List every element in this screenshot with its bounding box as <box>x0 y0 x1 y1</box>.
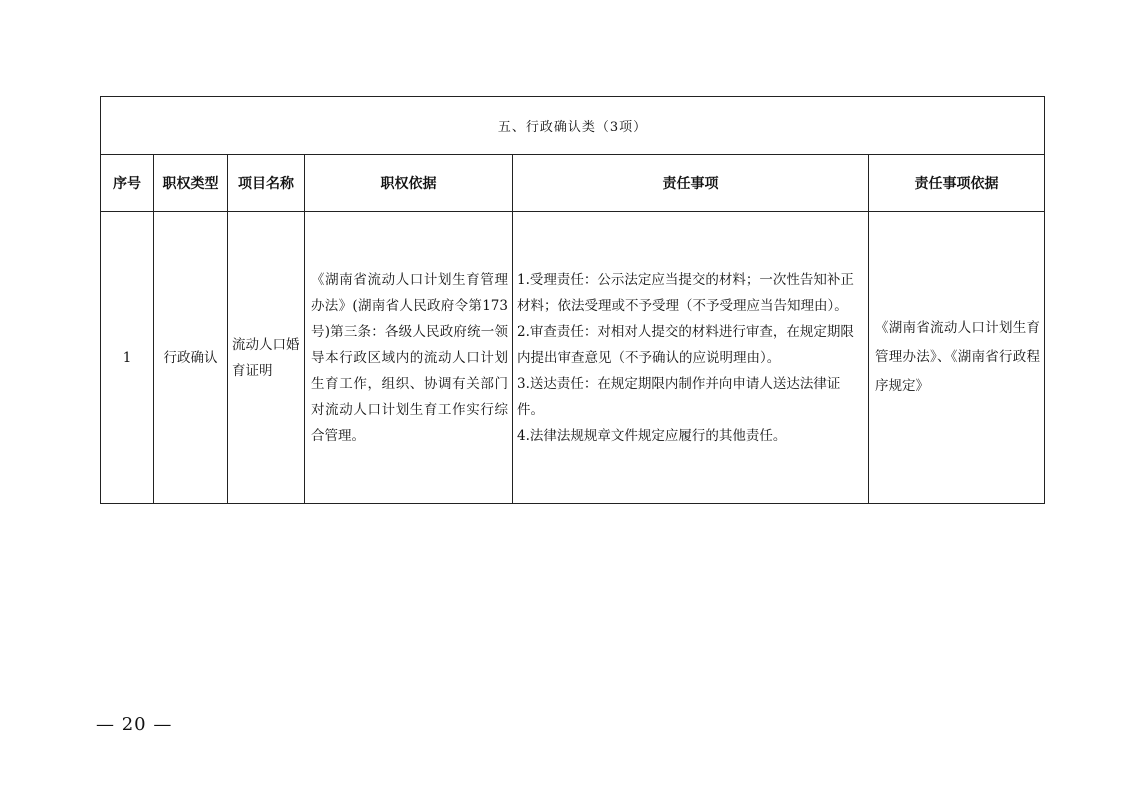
responsibility-list <box>513 267 868 449</box>
row-name-cell <box>228 212 305 504</box>
row-type-cell <box>154 212 228 504</box>
table-row <box>101 212 1045 504</box>
row-responsibility-cell <box>513 212 869 504</box>
section-title: 五、行政确认类（3项） <box>101 97 1045 155</box>
header-responsibility: 责任事项 <box>513 155 869 212</box>
row-no: 1 <box>101 212 154 504</box>
responsibility-item: 3.送达责任：在规定期限内制作并向申请人送达法律证件。 <box>517 375 841 418</box>
header-name: 项目名称 <box>228 155 305 212</box>
header-responsibility-basis: 责任事项依据 <box>869 155 1045 212</box>
responsibility-item: 4.法律法规规章文件规定应履行的其他责任。 <box>517 427 787 444</box>
header-no: 序号 <box>101 155 154 212</box>
row-basis-cell <box>305 212 513 504</box>
row-name: 流动人口婚育证明 <box>232 336 300 379</box>
responsibility-item: 2.审查责任：对相对人提交的材料进行审查，在规定期限内提出审查意见（不予确认的应说明理由）。 <box>517 323 854 366</box>
row-responsibility-basis: 《湖南省流动人口计划生育管理办法》、《湖南省行政程序规定》 <box>875 320 1040 394</box>
header-basis: 职权依据 <box>305 155 513 212</box>
page-number: — 20 — <box>96 714 173 735</box>
table-header-row <box>101 155 1045 212</box>
row-basis: 《湖南省流动人口计划生育管理办法》(湖南省人民政府令第173号)第三条：各级人民政府统一领导本行政区域内的流动人口计划生育工作，组织、协调有关部门对流动人口计划生育工作实行综合管理。 <box>311 271 508 444</box>
row-responsibility-basis-cell <box>869 212 1045 504</box>
header-type: 职权类型 <box>154 155 228 212</box>
section-title-row <box>101 97 1045 155</box>
responsibility-item: 1.受理责任：公示法定应当提交的材料；一次性告知补正材料；依法受理或不予受理（不予受理应当告知理由）。 <box>517 271 854 314</box>
authority-table <box>100 96 1045 504</box>
row-type: 行政确认 <box>163 349 218 366</box>
